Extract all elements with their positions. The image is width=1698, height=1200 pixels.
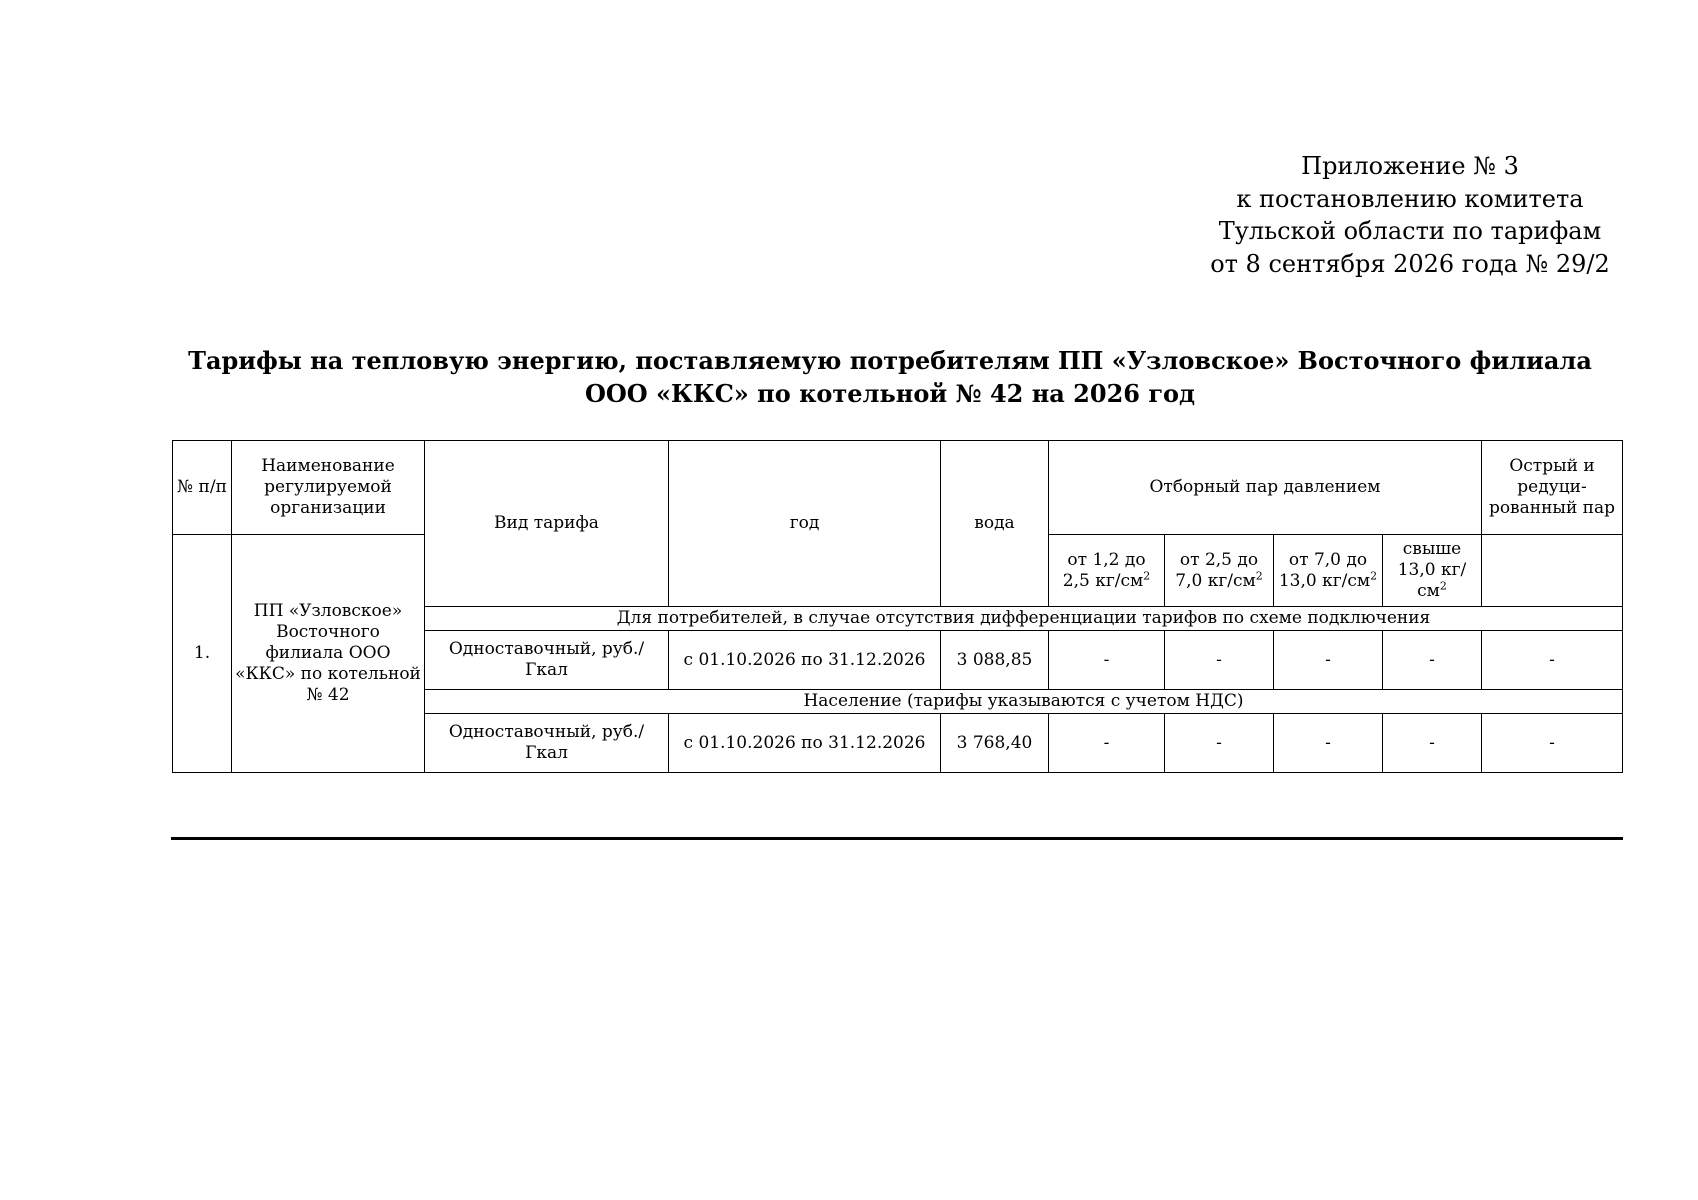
cell-water: 3 768,40: [941, 714, 1049, 773]
cell-tariff-type: Одноставочный, руб./Гкал: [425, 631, 669, 690]
header-water: вода: [941, 441, 1049, 607]
document-title: [150, 344, 1630, 410]
title-line-1: Тарифы на тепловую энергию, поставляемую потребителям ПП «Узловское» Восточного филиала: [188, 346, 1592, 375]
appendix-date: от 8 сентября 2026 года № 29/2: [1210, 249, 1610, 278]
cell-steam-4: -: [1383, 714, 1482, 773]
header-tariff-type: Вид тарифа: [425, 441, 669, 607]
cell-steam-4: -: [1383, 631, 1482, 690]
appendix-resolution-ref: к постановлению комитета: [1236, 184, 1584, 213]
cell-tariff-type: Одноставочный, руб./Гкал: [425, 714, 669, 773]
title-line-2: ООО «ККС» по котельной № 42 на 2026 год: [584, 379, 1196, 408]
appendix-header: [1150, 150, 1670, 280]
cell-steam-1: -: [1049, 714, 1165, 773]
header-sharp-steam: Острый и редуци-рованный пар: [1482, 441, 1623, 535]
header-steam-1: от 1,2 до 2,5 $кг/см^2$: [1049, 535, 1165, 607]
row-num: 1.: [173, 535, 232, 773]
cell-sharp-steam: -: [1482, 631, 1623, 690]
section-label-population: Население (тарифы указываются с учетом НДС): [425, 690, 1623, 714]
cell-steam-2: -: [1165, 714, 1274, 773]
cell-period: с 01.10.2026 по 31.12.2026: [669, 714, 941, 773]
header-steam-group: Отборный пар давлением: [1049, 441, 1482, 535]
cell-steam-1: -: [1049, 631, 1165, 690]
cell-water: 3 088,85: [941, 631, 1049, 690]
cell-steam-2: -: [1165, 631, 1274, 690]
appendix-number: Приложение № 3: [1301, 152, 1519, 180]
header-sharp-steam-sub: [1482, 535, 1623, 607]
bottom-rule: [171, 837, 1623, 840]
header-steam-3: от 7,0 до 13,0 $кг/см^2$: [1274, 535, 1383, 607]
header-steam-4: свыше 13,0 $кг/см^2$: [1383, 535, 1482, 607]
tariff-table: [172, 440, 1623, 773]
cell-sharp-steam: -: [1482, 714, 1623, 773]
header-year: год: [669, 441, 941, 607]
section-label-general: Для потребителей, в случае отсутствия дифференциации тарифов по схеме подключения: [425, 607, 1623, 631]
appendix-committee: Тульской области по тарифам: [1218, 217, 1602, 245]
header-num: № п/п: [173, 441, 232, 535]
cell-steam-3: -: [1274, 631, 1383, 690]
row-organization: ПП «Узловское» Восточного филиала ООО «ККС» по котельной № 42: [232, 535, 425, 773]
cell-steam-3: -: [1274, 714, 1383, 773]
header-organization: Наименование регулируемой организации: [232, 441, 425, 535]
cell-period: с 01.10.2026 по 31.12.2026: [669, 631, 941, 690]
header-steam-2: от 2,5 до 7,0 $кг/см^2$: [1165, 535, 1274, 607]
